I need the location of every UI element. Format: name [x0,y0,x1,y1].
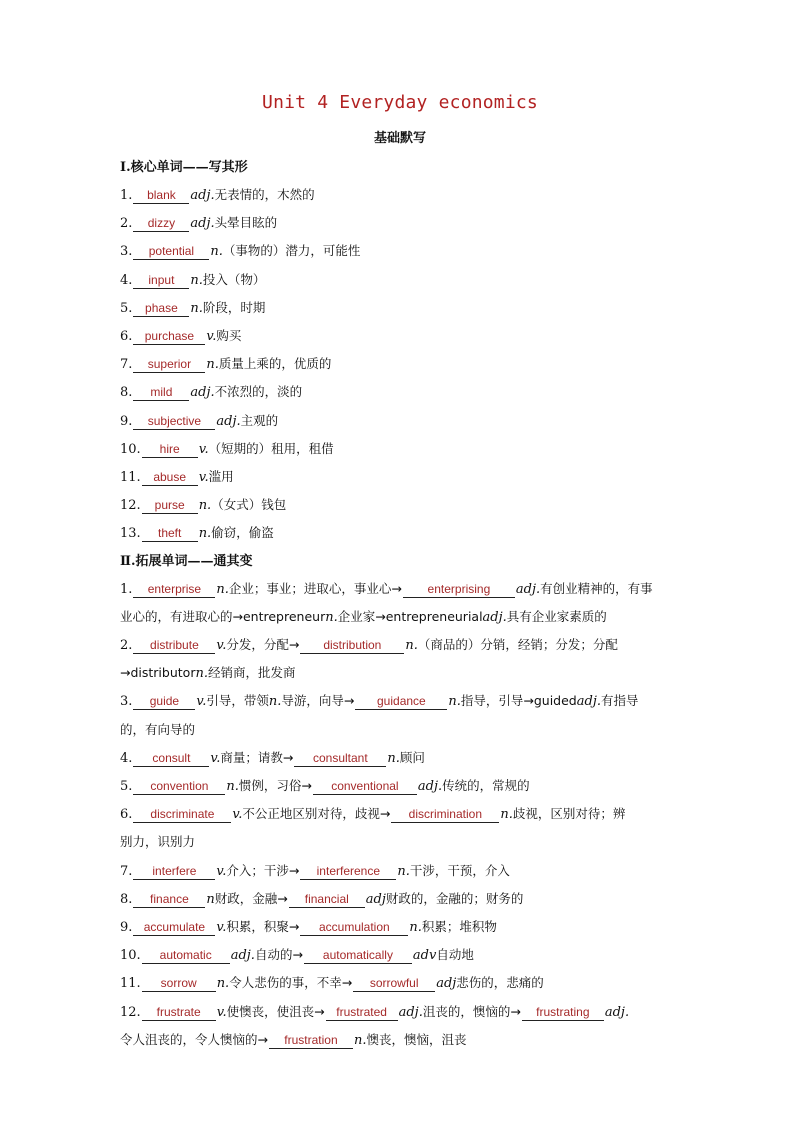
definition: 无表情的，木然的 [214,187,315,202]
item-number: 5. [120,779,133,795]
part-of-speech: n. [216,976,230,992]
answer-blank: guidance [355,693,447,710]
list-item [120,913,680,941]
list-item [120,998,680,1026]
list-item-continued [120,716,680,744]
definition: 懊丧，懊恼，沮丧 [366,1031,467,1047]
list-item [120,744,680,772]
list-item [120,350,680,378]
part-of-speech: v. [216,638,227,654]
definition: 质量上乘的，优质的 [218,356,332,372]
definition: 悲伤的，悲痛的 [456,975,544,991]
item-number: 8. [120,385,133,401]
part-of-speech: adj. [190,385,215,401]
definition: 主观的 [240,412,279,428]
list-item [120,181,680,209]
definition: （短期的）租用，租借 [208,440,334,456]
list-item [120,519,680,547]
definition: 财政的，金融的；财务的 [385,890,524,906]
answer-blank: enterprise [133,581,215,598]
definition: 企业；事业；进取心，事业心→ [228,580,402,596]
definition: 介入；干涉→ [226,862,300,878]
item-number: 7. [120,357,133,373]
definition: 阶段，时期 [202,299,266,315]
answer-blank: guide [133,693,195,710]
part-of-speech: v. [196,694,207,710]
page-title: Unit 4 Everyday economics [262,92,538,113]
item-number: 11. [120,470,141,486]
answer-blank: frustration [269,1032,353,1049]
list-item [120,237,680,265]
worksheet-page [120,92,680,1054]
answer-blank: frustrate [142,1004,216,1021]
definition: 干涉，干预，介入 [409,862,510,878]
answer-blank: purse [142,497,198,514]
part-of-speech: n. [405,638,418,654]
part-of-speech: adj. [230,948,255,964]
part-of-speech: adv [412,948,437,964]
part-of-speech: v. [198,470,209,486]
item-number: 9. [120,413,133,429]
item-number: 6. [120,807,133,823]
list-item [120,322,680,350]
definition: 积累，积聚→ [226,919,300,935]
part-of-speech: v. [216,920,227,936]
part-of-speech: adj. [515,581,541,597]
answer-blank: purchase [133,328,205,345]
definition: 商量；请教→ [220,749,294,765]
answer-blank: frustrated [326,1004,398,1021]
answer-blank: automatic [142,947,230,964]
definition: →distributor [120,665,196,681]
part-of-speech: adj. [604,1004,630,1020]
answer-blank: superior [133,356,205,373]
answer-blank: consultant [294,750,386,767]
definition: （事物的）潜力，可能性 [222,243,361,259]
answer-blank: mild [133,384,189,401]
item-number: 2. [120,638,133,654]
answer-blank: accumulate [133,919,215,936]
definition: 别力，识别力 [120,834,196,850]
item-number: 13. [120,526,141,542]
part-of-speech: n. [190,300,203,316]
answer-blank: distribute [133,637,215,654]
item-number: 1. [120,188,133,203]
definition: 经销商，批发商 [207,665,296,681]
definition: 企业家→entrepreneurial [337,608,483,624]
list-item [120,463,680,491]
list-item [120,885,680,913]
list-item [120,294,680,322]
part-of-speech: n. [198,498,212,514]
list-item-continued [120,659,680,687]
answer-blank: interference [300,863,396,880]
list-item [120,378,680,406]
item-number: 5. [120,300,133,316]
answer-blank: phase [133,300,189,317]
definition: 令人悲伤的事，不幸→ [229,975,353,991]
section-heading-extended: Ⅱ.拓展单词——通其变 [120,553,253,569]
list-item [120,772,680,800]
definition: 有创业精神的，有事 [540,580,653,596]
item-number: 4. [120,750,133,766]
part-of-speech: v. [206,329,217,345]
item-number: 6. [120,329,133,345]
definition: 使懊丧，使沮丧→ [226,1003,325,1019]
definition: 头晕目眩的 [214,215,278,231]
definition: 令人沮丧的，令人懊恼的→ [120,1031,268,1047]
item-number: 10. [120,948,141,964]
section-heading-core: Ⅰ.核心单词——写其形 [120,160,248,175]
answer-blank: discrimination [391,806,499,823]
part-of-speech: n. [206,357,219,373]
answer-blank: enterprising [403,581,515,598]
definition: 财政，金融→ [214,890,288,906]
definition: （商品的）分销，经销；分发；分配 [417,637,618,653]
definition: 顾问 [399,749,425,765]
list-item [120,266,680,294]
answer-blank: sorrowful [353,975,435,992]
answer-blank: financial [289,891,365,908]
list-item [120,941,680,969]
part-of-speech: adj [436,976,457,992]
definition: 滥用 [208,469,234,485]
item-number: 3. [120,694,133,710]
item-number: 12. [120,498,141,514]
part-of-speech: adj. [398,1004,423,1020]
answer-blank: abuse [142,469,198,486]
part-of-speech: n. [448,694,461,710]
part-of-speech: adj. [417,779,443,795]
list-item [120,491,680,519]
part-of-speech: adj [365,891,386,907]
definition: 分发，分配→ [226,637,300,653]
item-number: 8. [120,891,133,907]
part-of-speech: n. [500,807,513,823]
definition: 业心的，有进取心的→entrepreneur [120,608,326,624]
definition: 自动地 [436,947,474,963]
part-of-speech: v. [232,807,243,823]
item-number: 1. [120,581,133,597]
definition: 购买 [216,328,242,344]
definition: 具有企业家素质的 [506,608,607,624]
answer-blank: frustrating [522,1004,604,1021]
extended-word-list [120,575,680,1054]
answer-blank: theft [142,525,198,542]
list-item [120,969,680,997]
answer-blank: finance [133,891,205,908]
answer-blank: potential [133,243,209,260]
part-of-speech: adj. [216,413,241,429]
answer-blank: conventional [313,778,417,795]
list-item [120,631,680,659]
definition: 投入（物） [202,271,266,287]
definition: 导游，向导→ [281,693,355,709]
answer-blank: hire [142,441,198,458]
part-of-speech: v. [210,750,221,766]
answer-blank: convention [133,778,225,795]
part-of-speech: n [206,891,215,907]
answer-blank: distribution [300,637,404,654]
answer-blank: blank [133,187,189,204]
part-of-speech: v. [216,863,227,879]
part-of-speech: n. [226,779,239,795]
part-of-speech: n. [397,863,410,879]
item-number: 12. [120,1004,141,1020]
item-number: 4. [120,272,133,288]
definition: 积累；堆积物 [421,919,497,935]
list-item [120,435,680,463]
item-number: 10. [120,441,141,457]
part-of-speech: n. [198,526,212,542]
part-of-speech: v. [216,1004,227,1020]
definition: 惯例，习俗→ [238,778,312,794]
part-of-speech: n. [387,750,400,766]
item-number: 3. [120,244,133,260]
item-number: 9. [120,920,133,936]
list-item [120,800,680,828]
definition: （女式）钱包 [211,497,287,513]
list-item-continued [120,1026,680,1054]
answer-blank: interfere [133,863,215,880]
part-of-speech: n. [190,272,203,288]
definition: 引导，带领 [206,693,269,709]
answer-blank: automatically [304,947,412,964]
part-of-speech: n. [216,581,229,597]
answer-blank: input [133,272,189,289]
definition: 不浓烈的，淡的 [214,384,303,400]
answer-blank: consult [133,750,209,767]
part-of-speech: adj. [190,216,215,232]
part-of-speech: v. [198,441,209,457]
answer-blank: accumulation [300,919,408,936]
part-of-speech: n. [210,244,223,260]
part-of-speech: adj. [576,694,601,710]
list-item [120,575,680,603]
part-of-speech: n. [409,920,422,936]
definition: 的，有向导的 [120,721,196,737]
answer-blank: sorrow [142,975,216,992]
list-item [120,857,680,885]
part-of-speech: n. [268,694,282,710]
part-of-speech: adj. [190,188,215,203]
list-item-continued [120,828,680,856]
core-word-list [120,181,680,548]
answer-blank: dizzy [133,215,189,232]
definition: 偷窃，偷盗 [211,525,274,541]
part-of-speech: n. [353,1032,367,1048]
list-item [120,687,680,715]
item-number: 7. [120,863,133,879]
answer-blank: subjective [133,413,215,430]
answer-blank: discriminate [133,806,231,823]
definition: 沮丧的，懊恼的→ [422,1003,521,1019]
list-item [120,209,680,237]
part-of-speech: adj. [482,609,507,625]
definition: 有指导 [601,693,639,709]
item-number: 2. [120,216,133,232]
definition: 传统的，常规的 [442,778,530,794]
definition: 自动的→ [254,947,303,963]
item-number: 11. [120,976,141,992]
definition: 不公正地区别对待，歧视→ [242,806,391,822]
part-of-speech: n. [325,609,338,625]
definition: 指导，引导→guided [460,693,577,709]
list-item-continued [120,603,680,631]
part-of-speech: n. [195,666,208,682]
definition: 歧视，区别对待；辨 [512,806,626,822]
page-subtitle: 基础默写 [373,131,426,146]
list-item [120,407,680,435]
